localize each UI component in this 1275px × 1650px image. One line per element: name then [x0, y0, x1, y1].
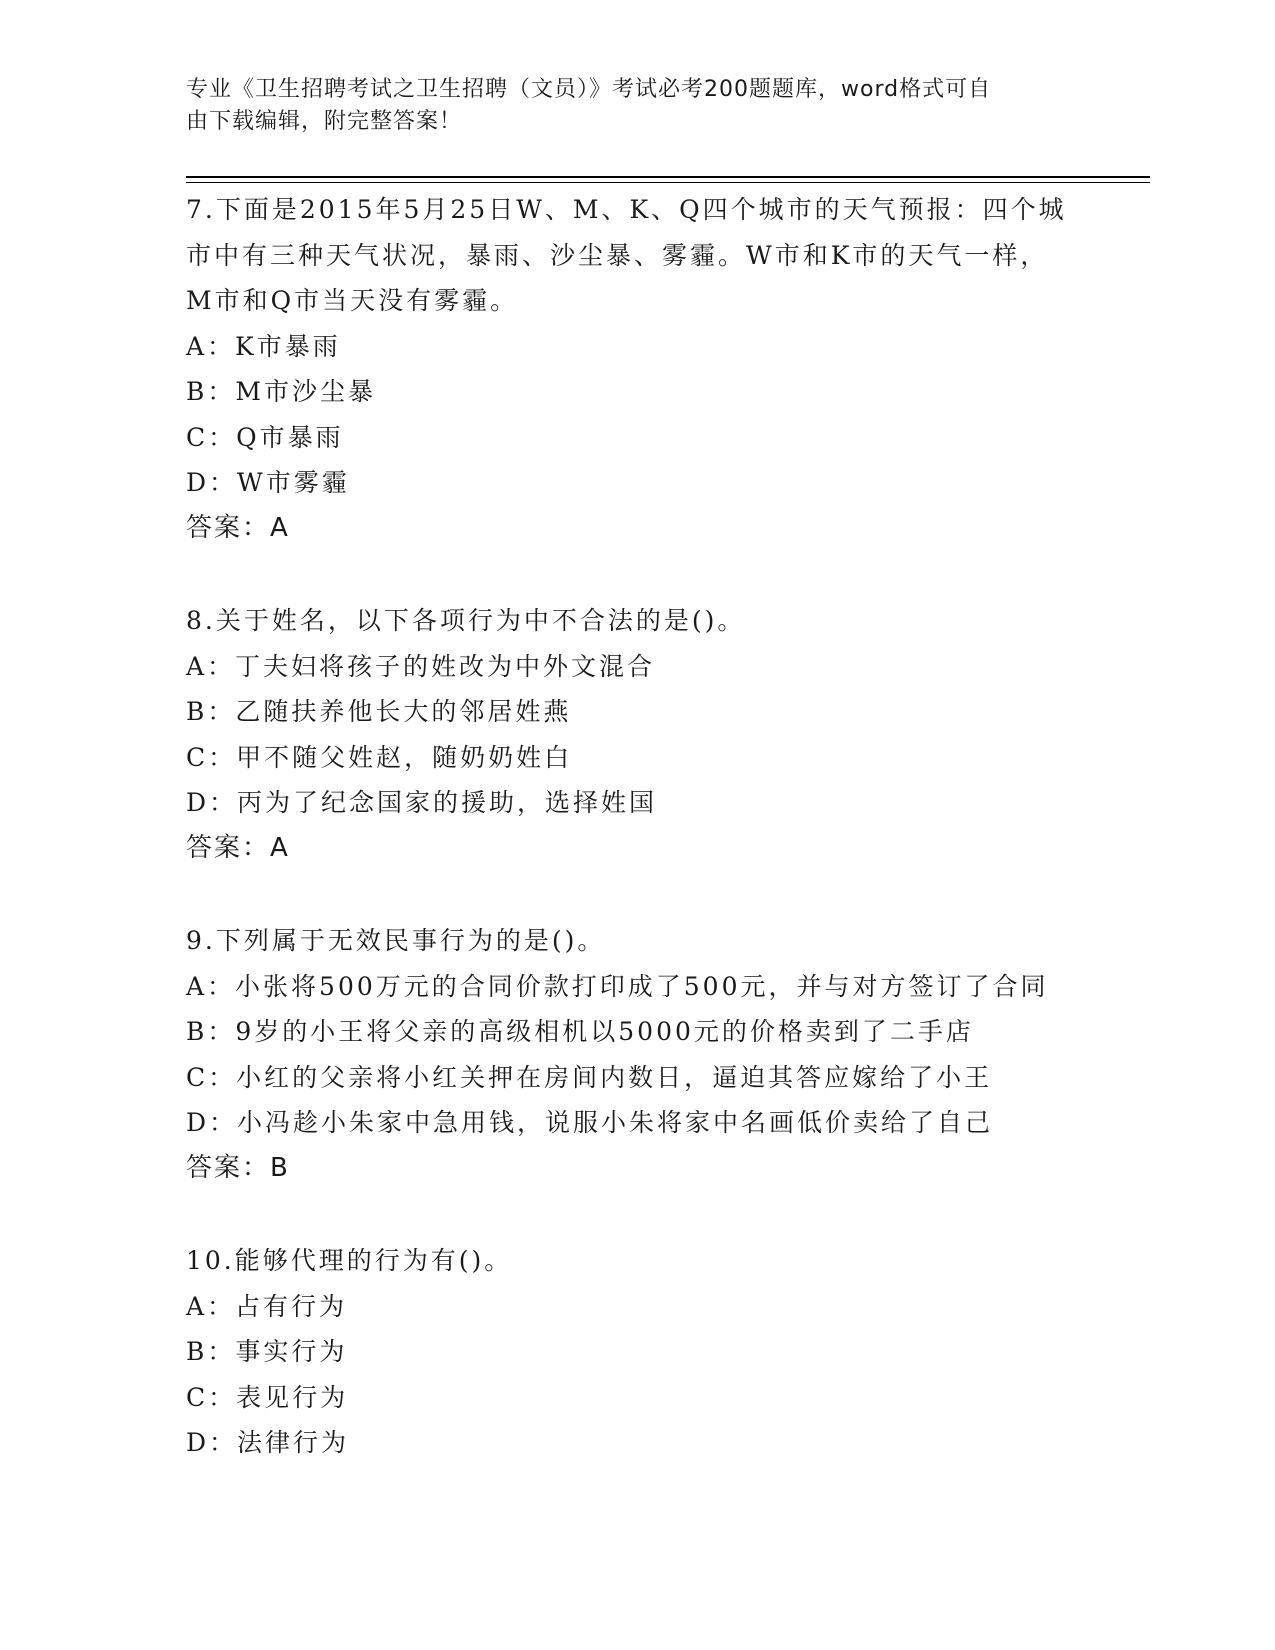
option-d: D：小冯趁小朱家中急用钱，说服小朱将家中名画低价卖给了自己	[186, 1108, 994, 1137]
option-c: C：Q市暴雨	[186, 422, 344, 452]
answer: 答案：A	[186, 512, 290, 543]
option-b: B：乙随扶养他长大的邻居姓燕	[186, 697, 572, 726]
header-line-2: 由下载编辑，附完整答案！	[186, 109, 463, 134]
option-b: B：9岁的小王将父亲的高级相机以5000元的价格卖到了二手店	[186, 1017, 974, 1046]
option-c: C：甲不随父姓赵，随奶奶姓白	[186, 742, 573, 772]
question-stem-line: 市中有三种天气状况，暴雨、沙尘暴、雾霾。W市和K市的天气一样，	[186, 240, 1049, 270]
option-a: A：占有行为	[186, 1291, 348, 1321]
question-spacer	[186, 1191, 1086, 1238]
question-stem-line: 9.下列属于无效民事行为的是()。	[186, 926, 606, 955]
option-d: D：法律行为	[186, 1428, 350, 1457]
answer: 答案：B	[186, 1152, 290, 1183]
option-a: A：丁夫妇将孩子的姓改为中外文混合	[186, 651, 656, 681]
question-stem-line: 7.下面是2015年5月25日W、M、K、Q四个城市的天气预报：四个城	[186, 195, 1067, 224]
option-a: A：小张将500万元的合同价款打印成了500元，并与对方签订了合同	[186, 971, 1049, 1001]
header-divider-thin	[186, 182, 1150, 183]
header-divider-thick	[186, 176, 1150, 178]
question-10	[186, 1238, 1086, 1466]
option-b: B：事实行为	[186, 1337, 348, 1366]
question-stem-line: 10.能够代理的行为有()。	[186, 1246, 513, 1275]
question-spacer	[186, 871, 1086, 918]
option-a: A：K市暴雨	[186, 331, 341, 361]
question-stem-line: 8.关于姓名，以下各项行为中不合法的是()。	[186, 606, 746, 635]
question-stem-line: M市和Q市当天没有雾霾。	[186, 286, 519, 315]
answer: 答案：A	[186, 832, 290, 863]
option-c: C：表见行为	[186, 1382, 349, 1412]
document-header	[186, 74, 1066, 138]
option-d: D：W市雾霾	[186, 468, 350, 497]
question-7	[186, 187, 1086, 551]
header-line-1: 专业《卫生招聘考试之卫生招聘（文员）》考试必考200题题库，word格式可自	[186, 77, 992, 102]
option-c: C：小红的父亲将小红关押在房间内数日，逼迫其答应嫁给了小王	[186, 1062, 993, 1092]
option-d: D：丙为了纪念国家的援助，选择姓国	[186, 788, 658, 817]
question-8	[186, 598, 1086, 871]
question-9	[186, 918, 1086, 1191]
question-spacer	[186, 551, 1086, 598]
option-b: B：M市沙尘暴	[186, 377, 376, 406]
question-list	[186, 187, 1086, 1466]
